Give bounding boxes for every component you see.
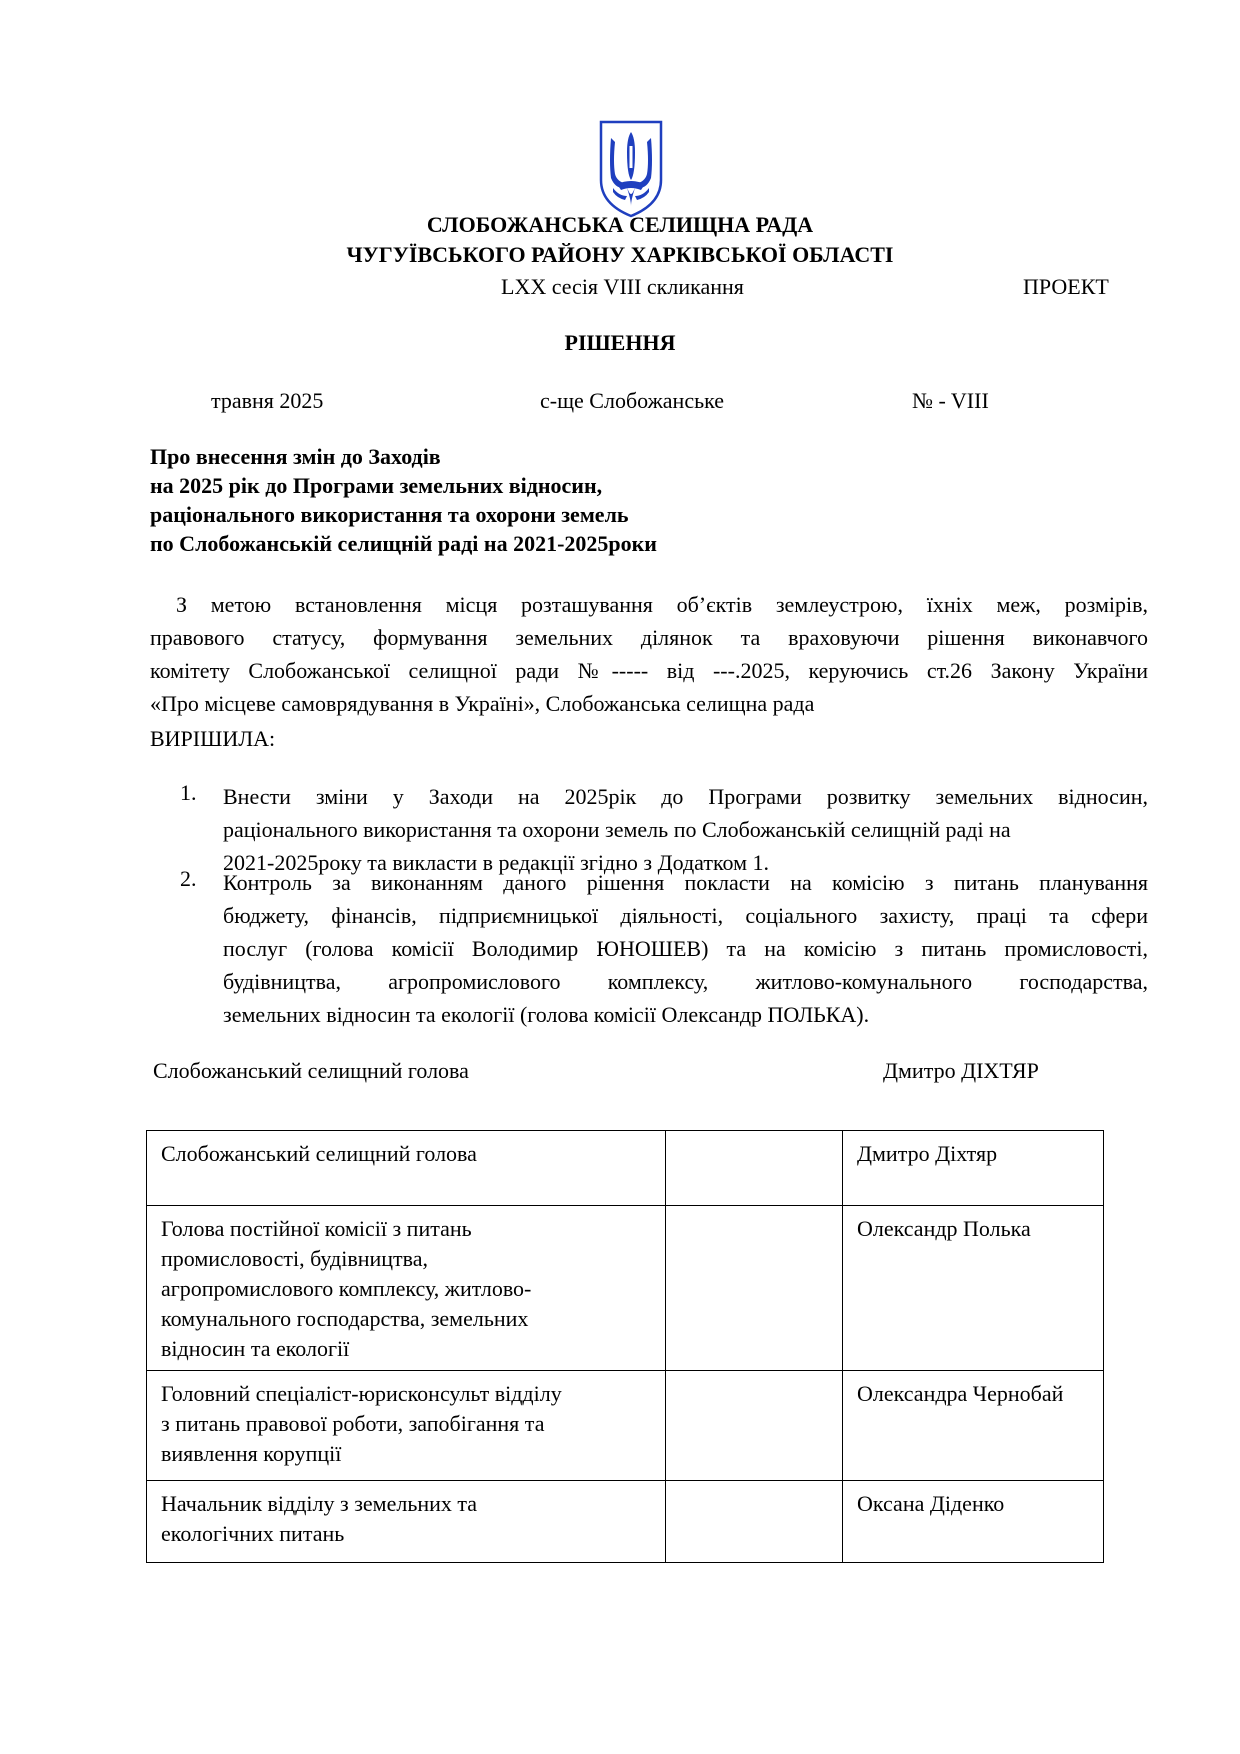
subject-line: раціонального використання та охорони земель — [150, 502, 629, 527]
approval-signature-cell — [666, 1206, 843, 1371]
approval-role-line: з питань правової роботи, запобігання та — [161, 1411, 545, 1436]
preamble-line: «Про місцеве самоврядування в Україні», Слобожанська селищна рада — [150, 691, 815, 716]
preamble-line: З метою встановлення місця розташування об’єктів землеустрою, їхніх меж, розмірів, — [176, 592, 1148, 617]
approval-role — [147, 1371, 666, 1481]
resolved-label: ВИРІШИЛА: — [150, 726, 276, 751]
approval-role-line: відносин та екології — [161, 1336, 350, 1361]
approval-role-line: промисловості, будівництва, — [161, 1246, 429, 1271]
approval-role-line: Начальник відділу з земельних та — [161, 1491, 478, 1516]
approval-person: Олександра Чернобай — [843, 1371, 1104, 1481]
approval-role — [147, 1206, 666, 1371]
list-item-line: Внести зміни у Заходи на 2025рік до Програми розвитку земельних відносин, — [223, 784, 1148, 809]
session-label: LXX сесія VIII скликання — [501, 274, 744, 299]
approval-role-line: екологічних питань — [161, 1521, 345, 1546]
approval-role-line: комунального господарства, земельних — [161, 1306, 529, 1331]
subject-line: Про внесення змін до Заходів — [150, 444, 441, 469]
list-item-line: 2021-2025року та викласти в редакції згідно з Додатком 1. — [223, 850, 770, 875]
district-name: ЧУГУЇВСЬКОГО РАЙОНУ ХАРКІВСЬКОЇ ОБЛАСТІ — [346, 242, 894, 267]
approval-person: Олександр Полька — [843, 1206, 1104, 1371]
list-item-number: 1. — [180, 780, 197, 805]
approval-role-line: Голова постійної комісії з питань — [161, 1216, 472, 1241]
approval-role-line: виявлення корупції — [161, 1441, 342, 1466]
signature-title: Слобожанський селищний голова — [153, 1058, 469, 1083]
list-item-line: раціонального використання та охорони земель по Слобожанській селищній раді на — [223, 817, 1011, 842]
approval-person: Дмитро Діхтяр — [843, 1131, 1104, 1206]
list-item-line: земельних відносин та екології (голова комісії Олександр ПОЛЬКА). — [223, 1002, 870, 1027]
decision-number: № - VIII — [912, 388, 989, 413]
table-row — [147, 1206, 1104, 1371]
subject-line: по Слобожанській селищній раді на 2021-2025роки — [150, 531, 657, 556]
coat-of-arms-of-ukraine-icon — [597, 118, 665, 220]
approval-role — [147, 1131, 666, 1206]
list-item-line: послуг (голова комісії Володимир ЮНОШЕВ) та на комісію з питань промисловості, — [223, 936, 1148, 961]
preamble-line: комітету Слобожанської селищної ради №----- від ---.2025, керуючись ст.26 Закону України — [150, 658, 1148, 683]
list-item-line: бюджету, фінансів, підприємницької діяльності, соціального захисту, праці та сфери — [223, 903, 1148, 928]
list-item-number: 2. — [180, 866, 197, 891]
approval-role — [147, 1481, 666, 1563]
approval-person: Оксана Діденко — [843, 1481, 1104, 1563]
table-row — [147, 1371, 1104, 1481]
approval-signature-cell — [666, 1131, 843, 1206]
preamble — [150, 588, 1148, 720]
council-name: СЛОБОЖАНСЬКА СЕЛИЩНА РАДА — [426, 212, 814, 237]
approval-role-line: Слобожанський селищний голова — [161, 1141, 477, 1166]
approval-signature-cell — [666, 1371, 843, 1481]
list-item-line: будівництва, агропромислового комплексу, житлово-комунального господарства, — [223, 969, 1148, 994]
list-item-line: Контроль за виконанням даного рішення покласти на комісію з питань планування — [223, 870, 1148, 895]
preamble-line: правового статусу, формування земельних ділянок та враховуючи рішення виконавчого — [150, 625, 1148, 650]
subject-line: на 2025 рік до Програми земельних відносин, — [150, 473, 603, 498]
signature-name: Дмитро ДІХТЯР — [883, 1058, 1039, 1083]
approval-signature-cell — [666, 1481, 843, 1563]
decision-place: с-ще Слобожанське — [540, 388, 725, 413]
approval-role-line: агропромислового комплексу, житлово- — [161, 1276, 532, 1301]
draft-mark: ПРОЕКТ — [1023, 274, 1109, 299]
approvals-table — [146, 1130, 1104, 1563]
approval-role-line: Головний спеціаліст-юрисконсульт відділу — [161, 1381, 562, 1406]
table-row — [147, 1131, 1104, 1206]
table-row — [147, 1481, 1104, 1563]
decision-title: РІШЕННЯ — [564, 330, 676, 355]
decision-date: травня 2025 — [211, 388, 324, 413]
